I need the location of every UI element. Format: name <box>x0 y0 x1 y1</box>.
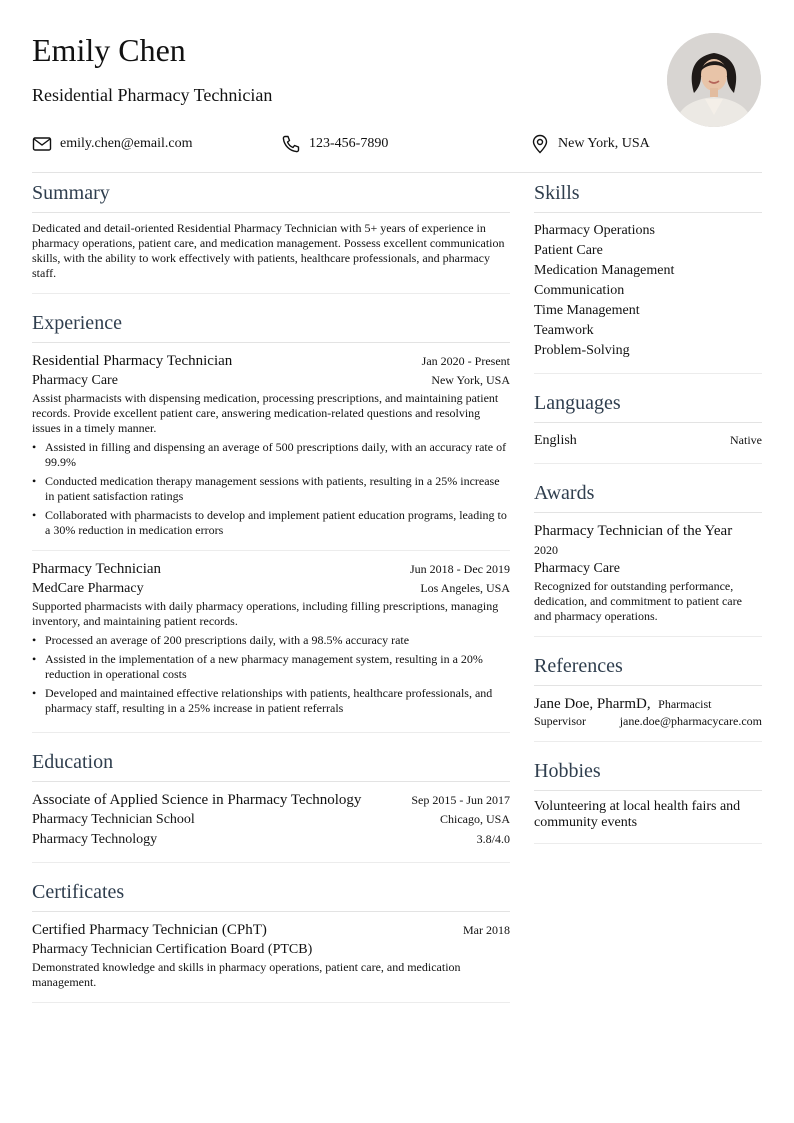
languages-title: Languages <box>534 390 762 423</box>
email-text: emily.chen@email.com <box>60 136 193 151</box>
location-pin-icon <box>530 134 550 154</box>
job-title: Residential Pharmacy Technician <box>32 353 233 369</box>
job-description: Assist pharmacists with dispensing medication, processing prescriptions, and maintaining patient records. Provide excellent patient care, answering medication-related questions and resolving issues in a timely manner. <box>32 391 499 435</box>
reference-role-cont: Supervisor <box>534 714 586 728</box>
experience-section <box>32 310 510 733</box>
award-year: 2020 <box>534 543 558 557</box>
reference-role: Pharmacist <box>658 697 712 711</box>
hobbies-title: Hobbies <box>534 758 762 791</box>
mail-icon <box>32 134 52 154</box>
job-location: New York, USA <box>431 373 510 387</box>
experience-entry <box>32 550 510 716</box>
certificate-date: Mar 2018 <box>463 923 510 937</box>
references-section <box>534 653 762 742</box>
skills-title: Skills <box>534 180 762 213</box>
certificates-title: Certificates <box>32 879 510 912</box>
skill-item: Time Management <box>534 303 640 318</box>
left-column <box>32 180 510 1003</box>
awards-section <box>534 480 762 637</box>
award-org: Pharmacy Care <box>534 561 620 576</box>
skill-item: Problem-Solving <box>534 343 630 358</box>
references-title: References <box>534 653 762 686</box>
experience-title: Experience <box>32 310 510 343</box>
languages-section <box>534 390 762 464</box>
awards-title: Awards <box>534 480 762 513</box>
job-company: MedCare Pharmacy <box>32 581 144 596</box>
job-description: Supported pharmacists with daily pharmacy operations, including filling prescriptions, managing inventory, and maintaining patient records. <box>32 599 499 628</box>
job-dates: Jun 2018 - Dec 2019 <box>410 562 510 576</box>
job-bullet: • Developed and maintained effective relationships with patients, healthcare professionals, and pharmacy staff, resulting in a 25% increase in patient referrals <box>45 686 510 716</box>
contact-location <box>530 134 650 154</box>
certificate-issuer: Pharmacy Technician Certification Board (PTCB) <box>32 942 313 957</box>
job-bullet: • Collaborated with pharmacists to develop and implement patient education programs, leading to a 30% reduction in medication errors <box>45 508 510 538</box>
avatar-illustration <box>667 33 761 127</box>
reference-email[interactable]: jane.doe@pharmacycare.com <box>619 714 762 728</box>
reference-line <box>534 694 762 714</box>
candidate-name: Emily Chen <box>32 32 186 68</box>
gpa: 3.8/4.0 <box>476 832 510 846</box>
summary-text: Dedicated and detail-oriented Residential Pharmacy Technician with 5+ years of experience in pharmacy operations, patient care, and medication management. Possess excellent communication skills, with the ability to work effectively with patients, healthcare professionals, and pharmacy staff. <box>32 221 505 280</box>
certificates-section <box>32 879 510 1003</box>
school-name: Pharmacy Technician School <box>32 812 195 827</box>
header-divider <box>32 172 762 173</box>
location-text: New York, USA <box>558 136 650 151</box>
job-bullets <box>32 440 510 538</box>
skill-item: Patient Care <box>534 243 603 258</box>
job-location: Los Angeles, USA <box>420 581 510 595</box>
award-name: Pharmacy Technician of the Year <box>534 523 733 539</box>
phone-icon <box>281 134 301 154</box>
job-bullet: • Assisted in the implementation of a new pharmacy management system, resulting in a 20% reduction in operational costs <box>45 652 510 682</box>
profile-photo <box>667 33 761 127</box>
skills-section <box>534 180 762 374</box>
skill-item: Teamwork <box>534 323 594 338</box>
skill-item: Communication <box>534 283 625 298</box>
summary-title: Summary <box>32 180 510 213</box>
field-of-study: Pharmacy Technology <box>32 832 158 847</box>
skill-item: Medication Management <box>534 263 675 278</box>
contact-bar <box>32 134 762 158</box>
education-section <box>32 749 510 863</box>
contact-email[interactable] <box>32 134 193 154</box>
award-description: Recognized for outstanding performance, dedication, and commitment to patient care and pharmacy operations. <box>534 579 742 623</box>
phone-text: 123-456-7890 <box>309 136 389 151</box>
summary-section <box>32 180 510 294</box>
school-location: Chicago, USA <box>440 812 510 826</box>
job-company: Pharmacy Care <box>32 373 118 388</box>
candidate-role: Residential Pharmacy Technician <box>32 85 273 105</box>
experience-entry <box>32 351 510 538</box>
header <box>32 30 632 106</box>
education-dates: Sep 2015 - Jun 2017 <box>411 793 510 807</box>
right-column <box>534 180 762 844</box>
hobby-text: Volunteering at local health fairs and community events <box>534 799 741 830</box>
job-bullet: • Conducted medication therapy management sessions with patients, resulting in a 25% increase in patient satisfaction ratings <box>45 474 510 504</box>
language-level: Native <box>730 433 762 447</box>
job-bullet: • Processed an average of 200 prescriptions daily, with a 98.5% accuracy rate <box>45 633 510 648</box>
language-name: English <box>534 433 577 448</box>
job-dates: Jan 2020 - Present <box>421 354 510 368</box>
job-bullet: • Assisted in filling and dispensing an average of 500 prescriptions daily, with an accuracy rate of 99.9% <box>45 440 510 470</box>
contact-phone[interactable] <box>281 134 388 154</box>
job-title: Pharmacy Technician <box>32 561 162 577</box>
job-bullets <box>32 633 510 716</box>
certificate-description: Demonstrated knowledge and skills in pharmacy operations, patient care, and medication management. <box>32 960 461 989</box>
degree: Associate of Applied Science in Pharmacy Technology <box>32 792 362 808</box>
education-title: Education <box>32 749 510 782</box>
hobbies-section <box>534 758 762 844</box>
skill-item: Pharmacy Operations <box>534 223 655 238</box>
reference-name: Jane Doe, PharmD, <box>534 696 651 712</box>
certificate-name: Certified Pharmacy Technician (CPhT) <box>32 922 267 938</box>
